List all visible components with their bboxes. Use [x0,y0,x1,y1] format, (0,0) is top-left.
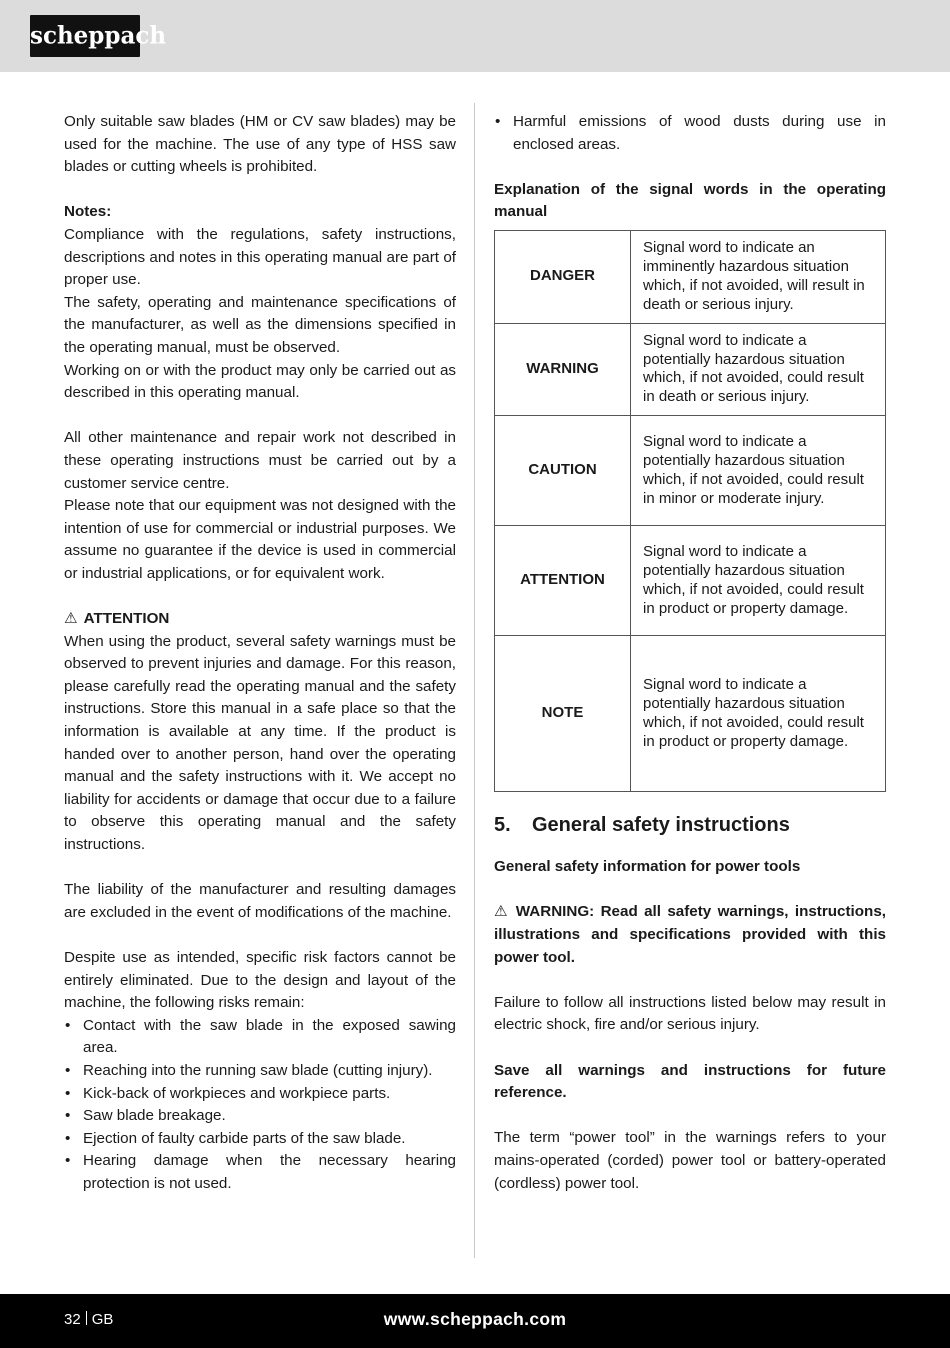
risk-list [64,1015,456,1196]
website-link[interactable]: www.scheppach.com [383,1309,567,1329]
language-code: GB [91,1311,114,1328]
signal-desc-caution: Signal word to indicate a potentially hazardous situation which, if not avoided, could result in minor or moderate injury. [631,416,886,526]
paragraph-safety-warnings: When using the product, several safety warnings must be observed to prevent injuries and damage. For this reason, please carefully read the operating manual and the safety instructions. Store this manual in a safe place so that the information is available at any time. If the product is handed over to another person, hand over the operating manual and the safety instructions with it. We accept no liability for accidents or damage that occur due to a failure to observe this operating manual and the safety instructions. [64,632,456,853]
list-item: • Harmful emissions of wood dusts during use in enclosed areas. [494,111,886,156]
paragraph-failure: Failure to follow all instructions listed below may result in electric shock, fire and/or serious injury. [494,993,886,1034]
signal-desc-danger: Signal word to indicate an imminently hazardous situation which, if not avoided, will result in death or serious injury. [631,230,886,323]
paragraph-commercial-use: Please note that our equipment was not designed with the intention of use for commercial or industrial purposes. We assume no guarantee if the device is used in commercial or industrial applications, or for equivalent work. [64,497,456,582]
paragraph-liability: The liability of the manufacturer and resulting damages are excluded in the event of modifications of the machine. [64,881,456,921]
right-column [494,111,886,1195]
section-heading [494,812,886,838]
notes-heading: Notes: [64,203,112,221]
signal-desc-warning: Signal word to indicate a potentially hazardous situation which, if not avoided, could result in death or serious injury. [631,323,886,416]
section-number: 5. [494,814,511,837]
list-item: • Hearing damage when the necessary hearing protection is not used. [64,1150,456,1195]
signal-desc-attention: Signal word to indicate a potentially hazardous situation which, if not avoided, could result in product or property damage. [631,526,886,636]
list-item: • Saw blade breakage. [64,1105,456,1128]
signal-word-caution: CAUTION [495,416,631,526]
table-row [495,230,886,323]
paragraph-working: Working on or with the product may only be carried out as described in this operating manual. [64,361,456,402]
list-item: • Reaching into the running saw blade (cutting injury). [64,1060,456,1083]
brand-logo: scheppach [30,15,140,57]
table-row [495,526,886,636]
table-row [495,323,886,416]
subheading-power-tools: General safety information for power tools [494,858,801,876]
signal-words-table [494,230,886,792]
signal-word-danger: DANGER [495,230,631,323]
page-number: 32 [64,1311,81,1328]
paragraph-save-warnings: Save all warnings and instructions for future reference. [494,1061,886,1102]
warning-paragraph [494,901,886,969]
paragraph-maintenance: All other maintenance and repair work not described in these operating instructions must be carried out by a customer service centre. [64,429,456,492]
warning-triangle-icon: ⚠ [64,610,78,628]
attention-heading [64,608,456,631]
warning-paragraph-text: WARNING: Read all safety warnings, instructions, illustrations and specifications provided with this power tool. [494,903,886,966]
paragraph-power-tool-term: The term “power tool” in the warnings refers to your mains-operated (corded) power tool or battery-operated (cordless) power tool. [494,1129,886,1192]
signal-word-attention: ATTENTION [495,526,631,636]
signal-words-heading: Explanation of the signal words in the operating manual [494,180,886,221]
paragraph-residual-risks: Despite use as intended, specific risk factors cannot be entirely eliminated. Due to the design and layout of the machine, the following risks remain: [64,948,456,1012]
list-item: • Kick-back of workpieces and workpiece parts. [64,1083,456,1106]
paragraph-saw-blades: Only suitable saw blades (HM or CV saw blades) may be used for the machine. The use of any type of HSS saw blades or cutting wheels is prohibited. [64,113,456,176]
warning-triangle-icon: ⚠ [494,903,510,921]
footer-band [0,1294,950,1348]
signal-word-note: NOTE [495,636,631,792]
left-column [64,111,456,1196]
paragraph-specifications: The safety, operating and maintenance specifications of the manufacturer, as well as the dimensions specified in the operating manual, must be observed. [64,293,456,356]
signal-word-warning: WARNING [495,323,631,416]
attention-heading-label: ATTENTION [83,610,170,628]
list-item: • Contact with the saw blade in the exposed sawing area. [64,1015,456,1060]
column-divider [474,103,475,1258]
paragraph-compliance: Compliance with the regulations, safety instructions, descriptions and notes in this operating manual are part of proper use. [64,225,456,289]
table-row [495,636,886,792]
signal-desc-note: Signal word to indicate a potentially hazardous situation which, if not avoided, could result in product or property damage. [631,636,886,792]
section-title: General safety instructions [532,814,790,837]
table-row [495,416,886,526]
list-item: • Ejection of faulty carbide parts of the saw blade. [64,1128,456,1151]
risk-list-continued [494,111,886,156]
header-band [0,0,950,72]
